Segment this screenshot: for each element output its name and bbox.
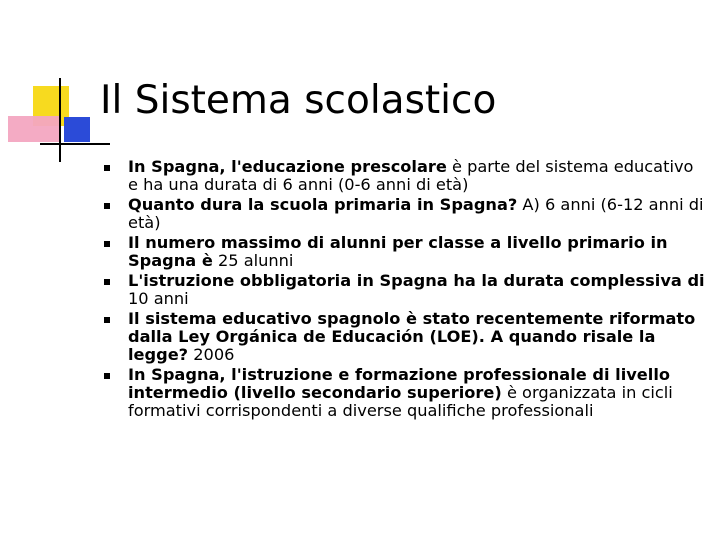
bullet-icon — [104, 165, 110, 171]
blue-square — [64, 117, 90, 142]
item-question: Quanto dura la scuola primaria in Spagna? — [128, 195, 518, 214]
slide-title: Il Sistema scolastico — [100, 78, 497, 123]
decorative-squares — [0, 0, 110, 170]
item-answer: 10 anni — [128, 289, 189, 308]
list-item — [96, 272, 706, 308]
list-item — [96, 310, 706, 364]
bullet-icon — [104, 203, 110, 209]
list-item — [96, 158, 706, 194]
item-answer: è parte del sistema educativo e ha una durata di 6 anni (0-6 anni di età) — [128, 157, 694, 194]
bullet-icon — [104, 373, 110, 379]
pink-square — [8, 116, 60, 142]
bullet-list — [96, 158, 706, 422]
list-item — [96, 366, 706, 420]
item-answer: 25 alunni — [212, 251, 294, 270]
bullet-icon — [104, 279, 110, 285]
item-answer: è organizzata in cicli formativi corrispondenti a diverse qualifiche professionali — [128, 383, 673, 420]
item-answer: 2006 — [188, 345, 235, 364]
item-question: Il sistema educativo spagnolo è stato recentemente riformato dalla Ley Orgánica de Educación (LOE). A quando risale la legge? — [128, 309, 696, 364]
list-item — [96, 196, 706, 232]
item-question: Il numero massimo di alunni per classe a livello primario in Spagna è — [128, 233, 668, 270]
item-question: In Spagna, l'istruzione e formazione professionale di livello intermedio (livello secondario superiore) — [128, 365, 670, 402]
item-question: L'istruzione obbligatoria in Spagna ha la durata complessiva di — [128, 271, 705, 290]
list-item — [96, 234, 706, 270]
item-question: In Spagna, l'educazione prescolare — [128, 157, 447, 176]
bullet-icon — [104, 317, 110, 323]
item-answer: A) 6 anni (6-12 anni di età) — [128, 195, 704, 232]
bullet-icon — [104, 241, 110, 247]
